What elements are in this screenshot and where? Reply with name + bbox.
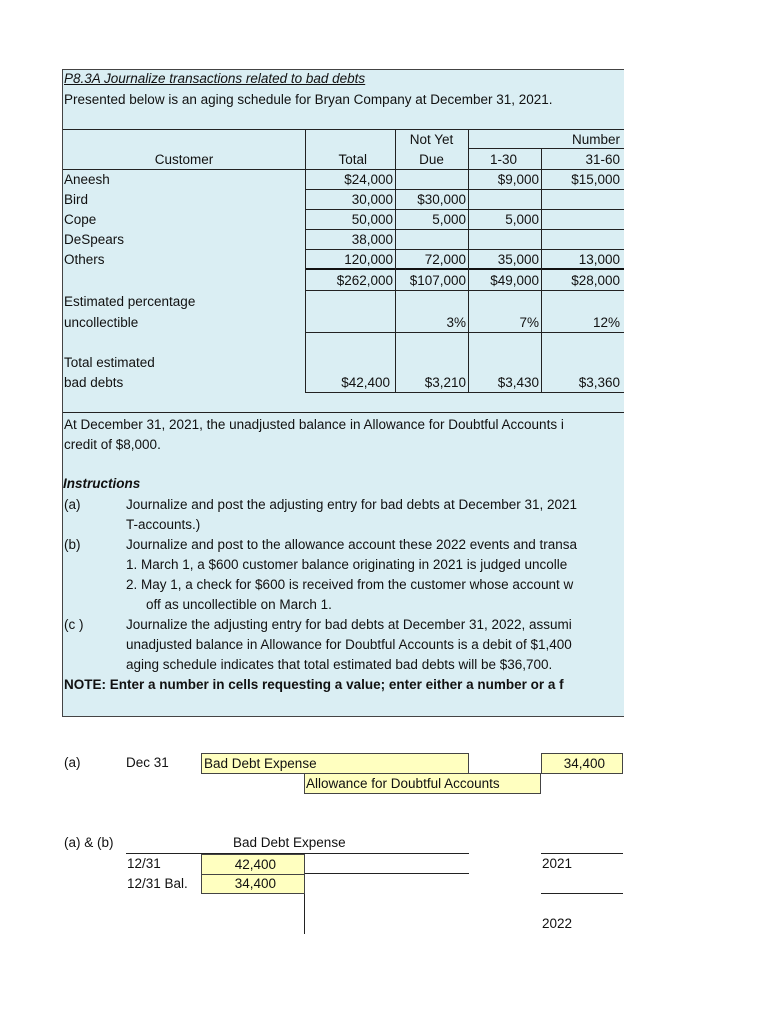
customer-name: Aneesh	[64, 172, 110, 187]
cell-total: 30,000	[351, 192, 393, 207]
allowance-top-line	[541, 853, 623, 854]
instruction-text: unadjusted balance in Allowance for Doubtful Accounts is a debit of $1,400	[126, 637, 572, 652]
header-31-60: 31-60	[585, 152, 620, 167]
total-total: $262,000	[336, 273, 393, 288]
credit-account: Allowance for Doubtful Accounts	[306, 776, 500, 791]
credit-account-cell[interactable]	[304, 773, 541, 794]
problem-subtitle: Presented below is an aging schedule for Bryan Company at December 31, 2021.	[64, 92, 553, 107]
row-line	[305, 209, 624, 210]
cell-total: 38,000	[351, 232, 393, 247]
bad-label: bad debts	[64, 375, 124, 390]
instruction-text: T-accounts.)	[126, 517, 201, 532]
header-due: Due	[419, 152, 444, 167]
header-notyet: Not Yet	[409, 132, 454, 147]
problem-title: P8.3A Journalize transactions related to bad debts	[64, 71, 366, 86]
debit-account: Bad Debt Expense	[204, 756, 317, 771]
instruction-text: Journalize and post to the allowance account these 2022 events and transa	[126, 537, 578, 552]
row-line	[305, 229, 624, 230]
bad-1-30: $3,430	[497, 375, 539, 390]
taccount-date: 12/31 Bal.	[127, 876, 188, 891]
totals-rule	[305, 268, 624, 270]
bad-notyet: $3,210	[424, 375, 466, 390]
taccount-balance-cell[interactable]	[201, 874, 305, 894]
pct-label: uncollectible	[64, 315, 139, 330]
year-label: 2021	[542, 856, 573, 871]
pct-notyet: 3%	[446, 315, 466, 330]
row-line	[305, 249, 624, 250]
cell-notyet: 72,000	[424, 252, 466, 267]
debit-amount-cell[interactable]	[541, 753, 623, 774]
instruction-label-a: (a)	[64, 497, 81, 512]
taccount-amount: 42,400	[234, 857, 276, 872]
cell-total: $24,000	[344, 172, 393, 187]
total-notyet: $107,000	[409, 273, 466, 288]
instruction-text: aging schedule indicates that total estimated bad debts will be $36,700.	[126, 657, 553, 672]
cell-1-30: 35,000	[497, 252, 539, 267]
narrative-text: At December 31, 2021, the unadjusted balance in Allowance for Doubtful Accounts i	[64, 417, 564, 432]
taccount-date: 12/31	[127, 856, 161, 871]
header-1-30: 1-30	[490, 152, 518, 167]
instructions-heading: Instructions	[63, 476, 141, 491]
pct-1-30: 7%	[519, 315, 539, 330]
instruction-text: Journalize the adjusting entry for bad debts at December 31, 2022, assumi	[126, 617, 572, 632]
row-line	[305, 392, 624, 393]
pct-31-60: 12%	[592, 315, 620, 330]
row-line	[305, 290, 624, 291]
instruction-item: 2. May 1, a check for $600 is received from the customer whose account w	[126, 577, 574, 592]
cell-31-60: 13,000	[578, 252, 620, 267]
cell-notyet: $30,000	[417, 192, 466, 207]
bad-total: $42,400	[341, 375, 390, 390]
journal-date: Dec 31	[126, 755, 169, 770]
header-bottom-border	[63, 169, 624, 170]
row-line	[305, 189, 624, 190]
bad-label: Total estimated	[64, 355, 155, 370]
customer-name: Cope	[64, 212, 97, 227]
cell-total: 120,000	[344, 252, 393, 267]
debit-amount: 34,400	[563, 756, 605, 771]
problem-panel	[62, 69, 624, 717]
group-underline	[468, 148, 624, 149]
cell-1-30: 5,000	[505, 212, 539, 227]
note-text: NOTE: Enter a number in cells requesting a value; enter either a number or a f	[64, 677, 564, 692]
total-1-30: $49,000	[490, 273, 539, 288]
header-total: Total	[338, 152, 367, 167]
customer-name: Bird	[64, 192, 89, 207]
header-customer: Customer	[154, 152, 214, 167]
year-label: 2022	[542, 916, 573, 931]
taccount-title: Bad Debt Expense	[233, 835, 346, 850]
instruction-label-c: (c )	[64, 617, 84, 632]
cell-total: 50,000	[351, 212, 393, 227]
allowance-line	[541, 893, 623, 894]
cell-1-30: $9,000	[497, 172, 539, 187]
table-bottom-border	[63, 412, 624, 413]
debit-account-cell[interactable]	[201, 753, 469, 774]
instruction-item: 1. March 1, a $600 customer balance originating in 2021 is judged uncolle	[126, 557, 568, 572]
narrative-text: credit of $8,000.	[64, 437, 161, 452]
instruction-text: Journalize and post the adjusting entry for bad debts at December 31, 2021	[126, 497, 578, 512]
cell-notyet: 5,000	[432, 212, 466, 227]
journal-label: (a)	[64, 755, 81, 770]
header-number: Number	[571, 132, 620, 147]
table-top-border	[63, 129, 624, 130]
bad-31-60: $3,360	[578, 375, 620, 390]
instruction-label-b: (b)	[64, 537, 81, 552]
taccount-credit-line	[304, 873, 469, 874]
taccount-balance: 34,400	[234, 876, 276, 891]
total-31-60: $28,000	[571, 273, 620, 288]
taccount-label: (a) & (b)	[64, 835, 114, 850]
cell-31-60: $15,000	[571, 172, 620, 187]
customer-name: DeSpears	[64, 232, 125, 247]
pct-label: Estimated percentage	[64, 294, 196, 309]
instruction-item: off as uncollectible on March 1.	[146, 597, 332, 612]
customer-name: Others	[64, 252, 105, 267]
taccount-amount-cell[interactable]	[201, 854, 305, 875]
row-line	[305, 332, 624, 333]
